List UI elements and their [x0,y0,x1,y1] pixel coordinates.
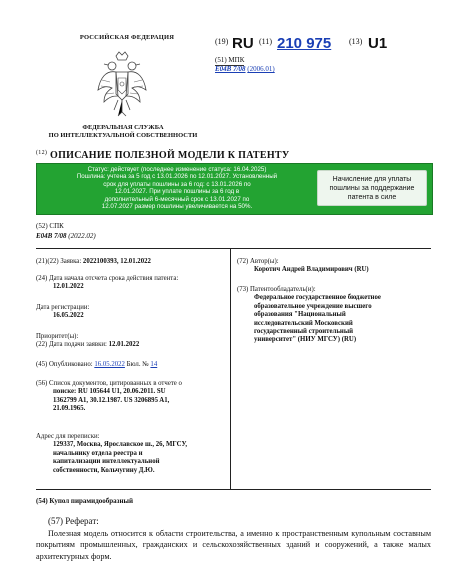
code-13: (13) [349,37,363,46]
code-11: (11) [259,37,273,46]
correspondence-address-field: Адрес для переписки: 129337, Москва, Ярославское ш., 26, МГСУ, начальнику отдела реестра и капитализации интеллектуальной собственности, Кольчугину Д.Ю. [36,433,188,474]
country-code: RU [232,35,254,52]
bulletin-number-link[interactable]: 14 [150,361,158,368]
coat-of-arms-icon [96,50,148,120]
registration-field: Дата регистрации: 16.05.2022 [36,304,90,320]
mpk-block [215,56,275,74]
application-field: (21)(22) Заявка: 2022100393, 12.01.2022 [36,258,151,265]
status-text: Статус: действует (последнее изменение статуса: 16.04.2025) Пошлина: учтена за 5 год с 13.01.2026 по 12.01.2027. Установленный срок для уплаты пошлины за 6 год: с 13.01.2026 по 12.01.2027. При уплате пошлины за 6 год в дополнительный 6-месячный срок с 13.01.2027 по 12.07.2027 размер пошлины увеличивается на 50%. [76,166,278,211]
country-name: РОССИЙСКАЯ ФЕДЕРАЦИЯ [79,34,175,41]
cited-documents-field: (56) Список документов, цитированных в отчете о поиске: RU 105644 U1, 20.06.2011. SU 1362799 A1, 30.12.1987. US 3206895 A1, 21.09.1965. [36,380,182,413]
mpk-year-link[interactable]: (2006.01) [247,65,275,73]
abstract-text: Полезная модель относится к области строительства, а именно к пространственным купольным составным покрытиям промышленных, гражданских и сельскохозяйственных зданий и сооружений, а также малых архитектурных форм. [36,529,431,561]
agency-name: ФЕДЕРАЛЬНАЯ СЛУЖБА ПО ИНТЕЛЛЕКТУАЛЬНОЙ СОБСТВЕННОСТИ [48,124,198,139]
mpk-code-link[interactable]: E04B 7/08 [215,65,246,73]
patent-owner-field: (73) Патентообладатель(и): Федеральное государственное бюджетное образовательное учреждение высшего образования "Национальный исследовательский Московский государственный строительный университет" (НИУ МГСУ) (RU) [237,286,381,344]
bibliographic-table [36,248,431,490]
document-title: $^{(12)}$ ОПИСАНИЕ ПОЛЕЗНОЙ МОДЕЛИ К ПАТЕНТУ [36,150,290,161]
status-box [36,163,433,215]
priority-field: Приоритет(ы): (22) Дата подачи заявки: 12.01.2022 [36,333,140,349]
patent-kind: U1 [368,35,388,52]
published-date-link[interactable]: 16.05.2022 [94,361,125,368]
invention-title: (54) Купол пирамидообразный [36,497,133,505]
abstract-heading: (57) Реферат: [48,516,99,526]
published-field: (45) Опубликовано: 16.05.2022 Бюл. № 14 [36,361,158,368]
spk-block: (52) СПК E04B 7/08 (2022.02) [36,222,96,240]
code-19: (19) [215,37,229,46]
term-start-field: (24) Дата начала отсчета срока действия патента: 12.01.2022 [36,275,179,291]
fee-payment-button[interactable]: Начисление для уплаты пошлины за поддержание патента в силе [317,170,427,206]
column-divider [230,249,231,489]
author-field: (72) Автор(ы): Коротич Андрей Владимирович (RU) [237,258,369,274]
patent-number-link[interactable]: 210 975 [277,35,332,52]
mpk-label: (51) МПК [215,56,245,64]
